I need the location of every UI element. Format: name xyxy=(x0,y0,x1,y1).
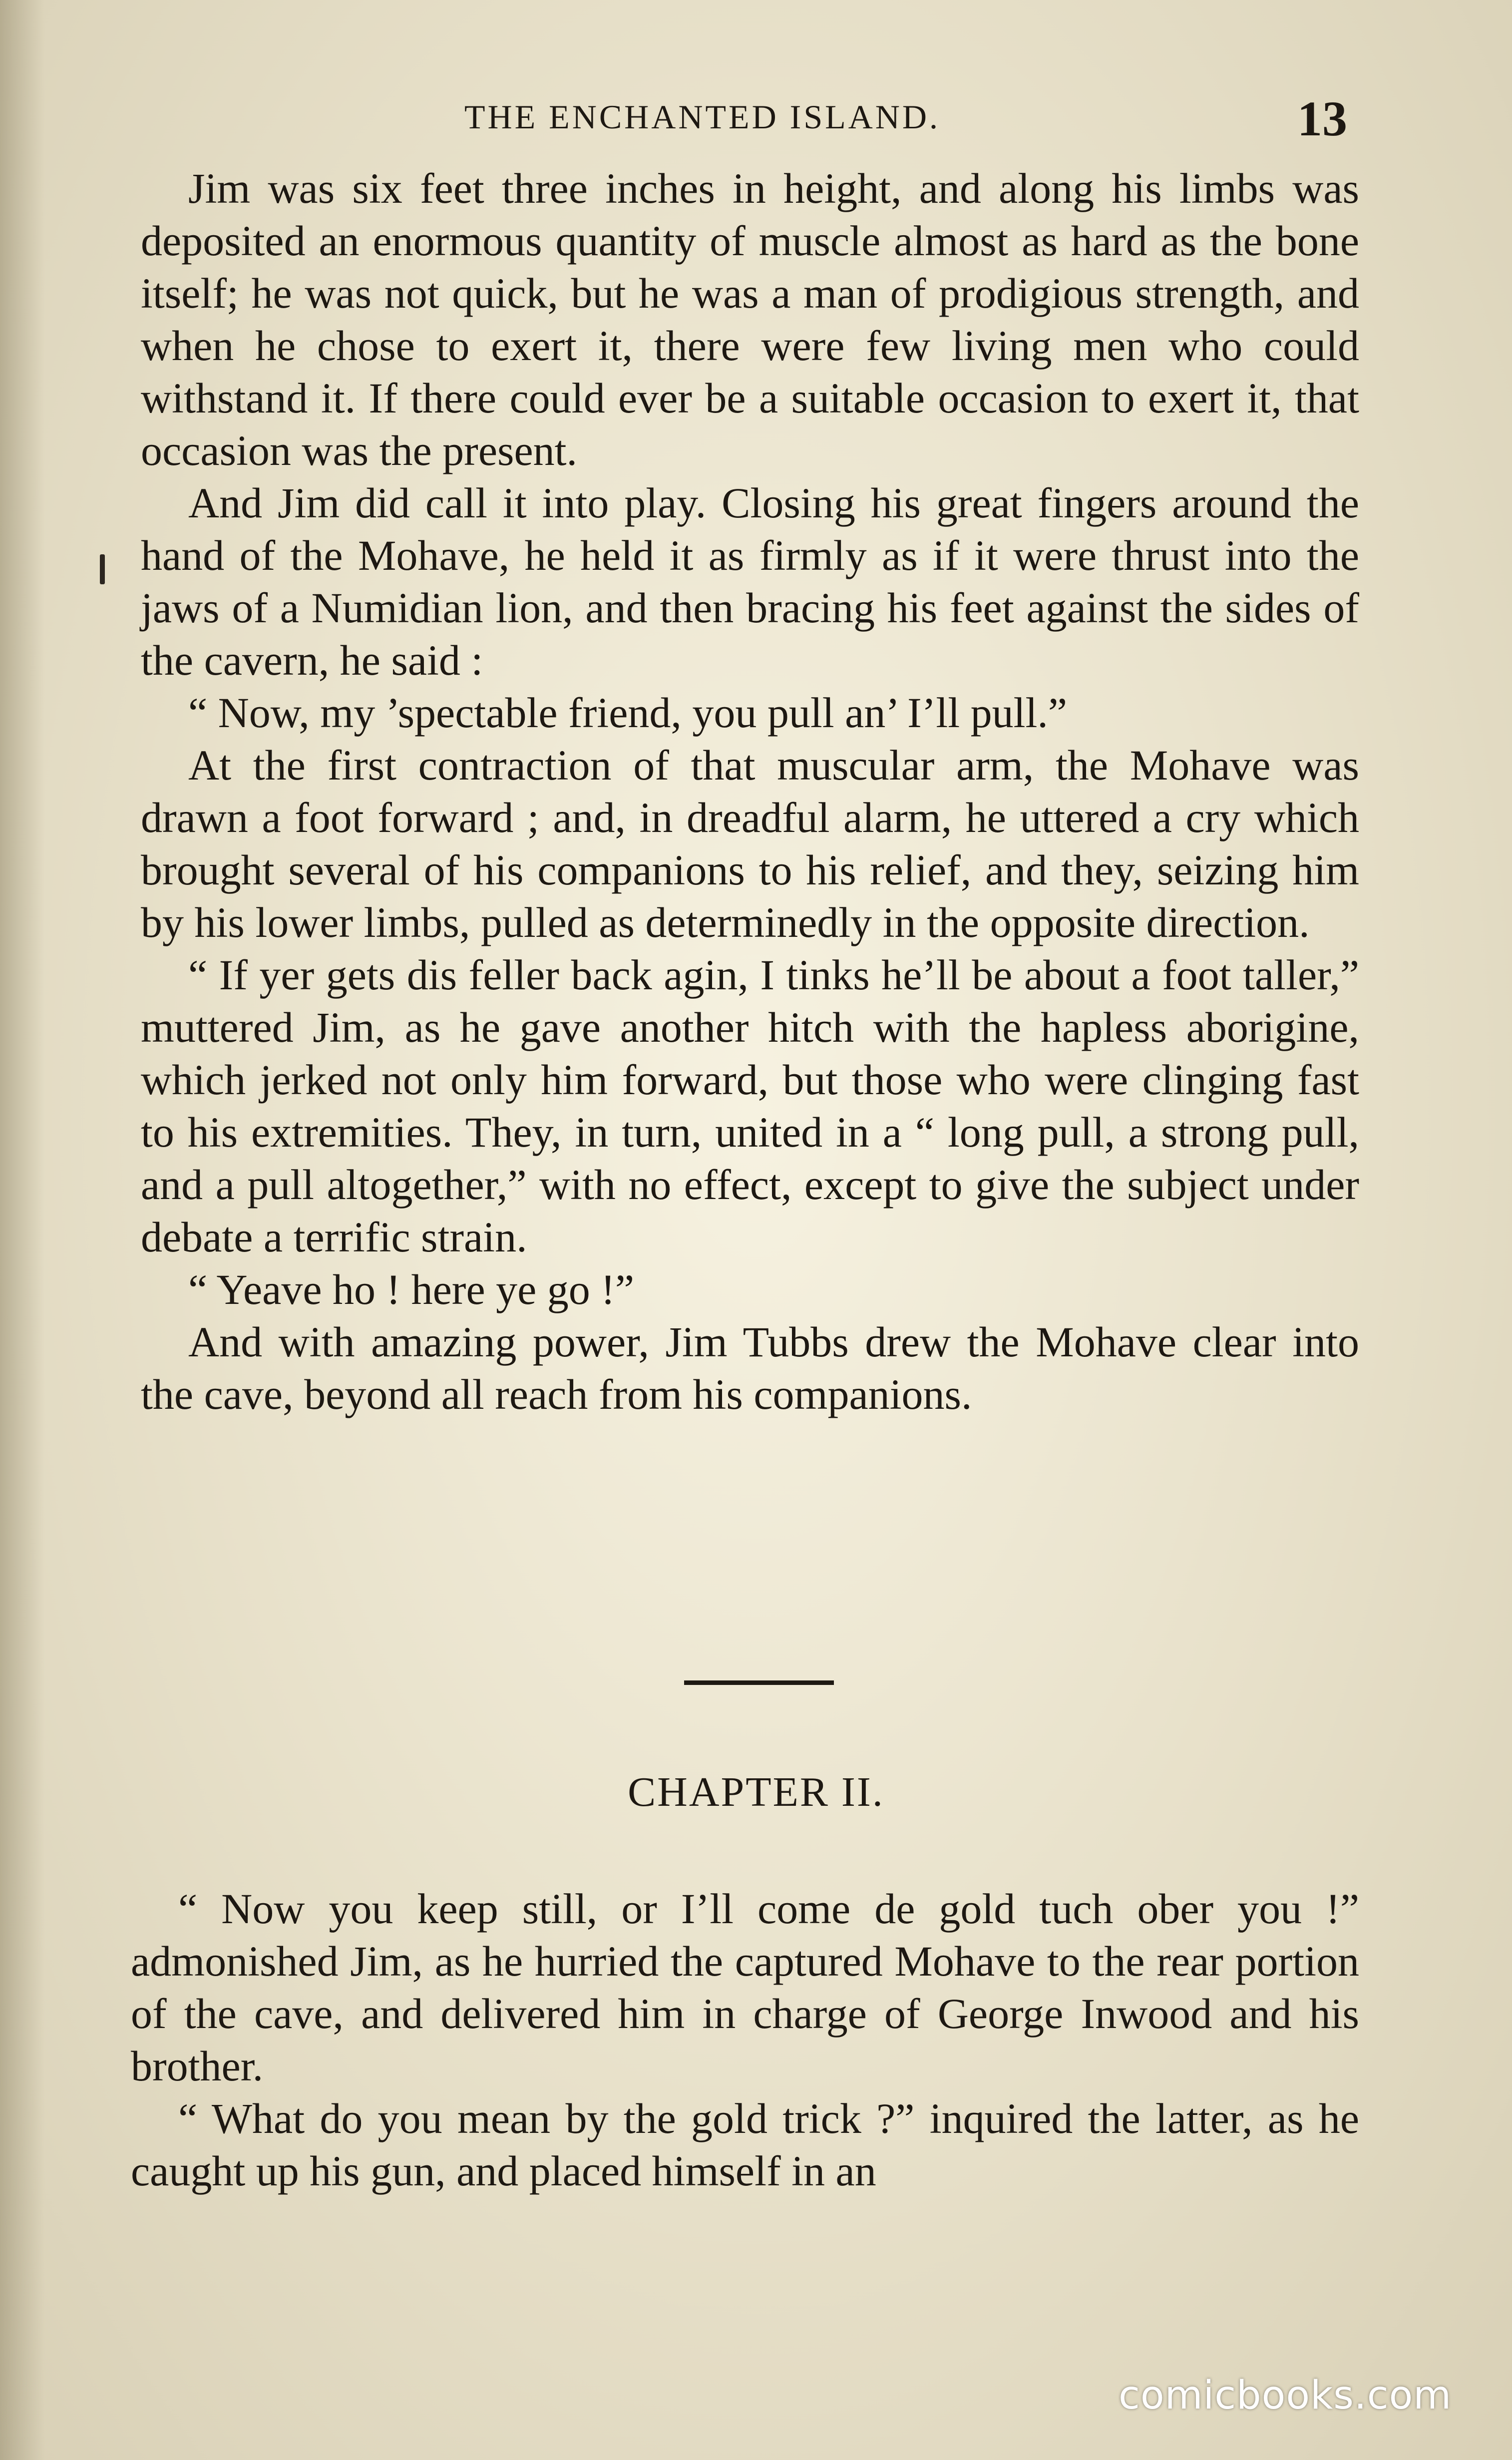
chapter-heading: CHAPTER II. xyxy=(628,1769,884,1815)
paragraph: Jim was six feet three inches in height, and along his limbs was deposited an enormous quantity of muscle almost as hard as the bone itself; he was not quick, but he was a man of prodigious strength, and when he chose to exert it, there were few living men who could withstand it. If there could ever be a suitable occasion to exert it, that occasion was the present. xyxy=(141,164,1359,474)
paragraph: At the first contraction of that muscular arm, the Mohave was drawn a foot forward ; and, in dreadful alarm, he uttered a cry which brought several of his companions to his relief, and they, seizing him by his lower limbs, pulled as determinedly in the opposite direction. xyxy=(141,741,1359,946)
paragraph: “ If yer gets dis feller back agin, I tinks he’ll be about a foot taller,” muttered Jim, as he gave another hitch with the hapless aborigine, which jerked not only him forward, but those who were clinging fast to his extremities. They, in turn, united in a “ long pull, a strong pull, and a pull altogether,” with no effect, except to give the subject under debate a terrific strain. xyxy=(141,951,1359,1261)
body-text-section-2 xyxy=(131,1883,1359,2197)
paragraph: And Jim did call it into play. Closing his great fingers around the hand of the Mohave, he held it as firmly as if it were thrust into the jaws of a Numidian lion, and then bracing his feet against the sides of the cavern, he said : xyxy=(141,479,1359,684)
running-title: THE ENCHANTED ISLAND. xyxy=(464,98,941,136)
paragraph: “ Now you keep still, or I’ll come de gold tuch ober you !” admonished Jim, as he hurried the captured Mohave to the rear portion of the cave, and delivered him in charge of George Inwood and his brother. xyxy=(131,1885,1359,2090)
divider-rule xyxy=(684,1680,834,1685)
paragraph: “ What do you mean by the gold trick ?” inquired the latter, as he caught up his gun, and placed himself in an xyxy=(131,2094,1359,2195)
section-divider xyxy=(684,1680,834,1685)
body-text-section-1 xyxy=(141,162,1359,1421)
paragraph: “ Yeave ho ! here ye go !” xyxy=(188,1265,635,1313)
paragraph: “ Now, my ’spectable friend, you pull an’ I’ll pull.” xyxy=(188,689,1068,737)
margin-ink-mark xyxy=(100,554,105,584)
paragraph: And with amazing power, Jim Tubbs drew the Mohave clear into the cave, beyond all reach from his companions. xyxy=(141,1318,1359,1418)
running-head xyxy=(0,90,1512,150)
page-number: 13 xyxy=(1297,91,1347,146)
site-watermark: comicbooks.com xyxy=(1119,2373,1452,2418)
page-shadow-edge xyxy=(0,0,45,2460)
